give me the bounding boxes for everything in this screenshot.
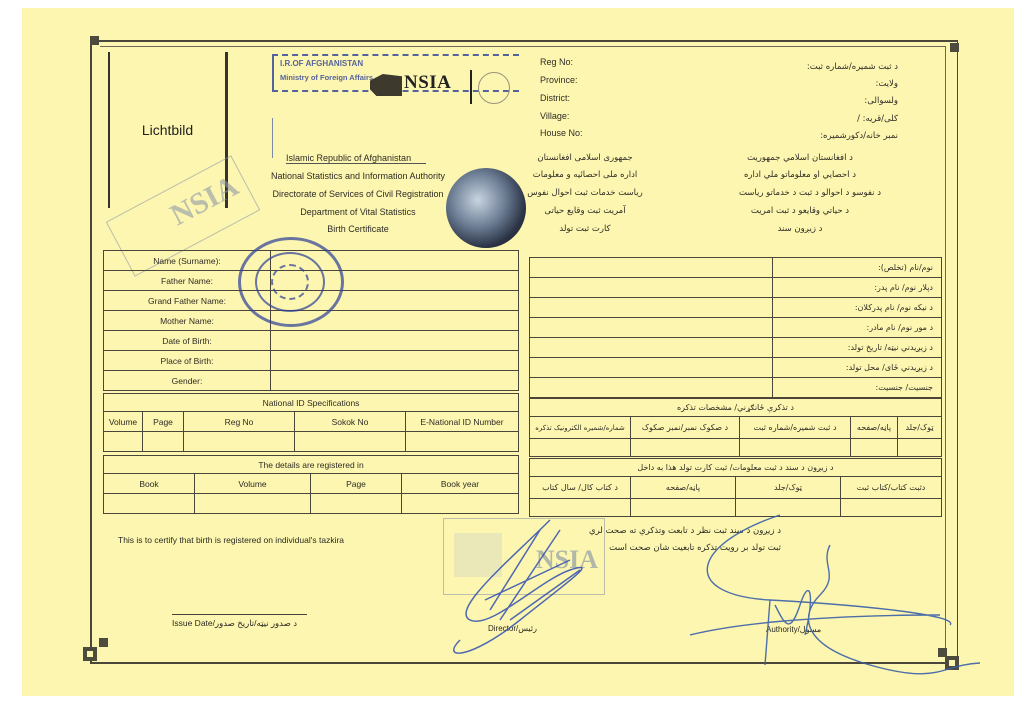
header-pashto-1: د افغانستان اسلامي جمهوریت: [747, 153, 853, 163]
province-label: Province:: [540, 75, 578, 85]
district-label-fa: ولسوالی:: [864, 96, 898, 106]
table-header-row: شماره/شمیره الکترونیک تذکره د صکوک نمبر/نمبر صکوک د ثبت شمیره/شماره ثبت پاڼه/صفحه ټوک/جلد: [530, 417, 942, 439]
header-en-5: Birth Certificate: [327, 224, 389, 234]
corner-ornament-tr: [950, 43, 959, 52]
district-label: District:: [540, 93, 570, 103]
issue-date-line: [172, 614, 307, 615]
table-row: Gender:: [104, 371, 519, 391]
nsia-director-stamp: NSIA: [443, 518, 605, 595]
dob-value: [271, 331, 519, 351]
registered-table-fa: [529, 458, 942, 517]
table-row: Place of Birth:: [104, 351, 519, 371]
logo-divider: [470, 70, 472, 104]
certify-text-fa-1: د زیږون د سند ثبت نظر د تابعت وتذکرې ته صحت لري: [588, 526, 781, 536]
header-en-1: Islamic Republic of Afghanistan: [286, 153, 426, 164]
ministry-stamp-line2: Ministry of Foreign Affairs: [280, 73, 374, 82]
header-en-2: National Statistics and Information Authority: [270, 171, 446, 181]
certify-text-fa-2: ثبت تولد بر رویت تذکره تابعیت شان صحت است: [609, 543, 781, 553]
table-row: [530, 499, 942, 517]
reg-no-label-fa: د ثبت شمیره/شماره ثبت:: [806, 62, 898, 72]
table-header-row: د کتاب کال/ سال کتاب پاڼه/صفحه ټوک/جلد دثبت کتاب/کتاب ثبت: [530, 477, 942, 499]
corner-ornament-tl: [90, 36, 99, 45]
table-row: دپلار نوم/ نام پدر:: [530, 278, 942, 298]
national-id-title: National ID Specifications: [104, 394, 519, 412]
table-row: Grand Father Name:: [104, 291, 519, 311]
province-label-fa: ولایت:: [875, 79, 898, 89]
table-row: د نیکه نوم/ نام پدرکلان:: [530, 298, 942, 318]
table-header-row: Volume Page Reg No Sokok No E-National ID Number: [104, 412, 519, 432]
afghanistan-map-icon: [370, 74, 402, 96]
table-row: [104, 494, 519, 514]
stamp-line: [272, 118, 273, 158]
table-row: [104, 432, 519, 452]
village-label: Village:: [540, 111, 570, 121]
national-id-table-fa: [529, 398, 942, 457]
table-row: د مور نوم/ نام مادر:: [530, 318, 942, 338]
header-pashto-4: د حیاتي وقایعو د ثبت امریت: [750, 206, 850, 216]
photo-label: Lichtbild: [141, 122, 194, 138]
registered-title: The details are registered in: [104, 456, 519, 474]
national-id-title-fa: د تذکرې ځانګړني/ مشخصات تذکره: [530, 399, 942, 417]
header-dari-2: اداره ملی احصائیه و معلومات: [532, 170, 638, 180]
house-no-label: House No:: [540, 128, 583, 138]
registered-table-en: [103, 455, 519, 514]
nsia-logo-text: NSIA: [404, 72, 452, 93]
authority-label: Authority/مسول: [766, 625, 822, 634]
personal-info-table-fa: [529, 257, 942, 398]
reg-no-label: Reg No:: [540, 57, 574, 67]
director-label: Director/رئیس: [488, 624, 537, 633]
header-dari-5: کارت ثبت تولد: [559, 224, 611, 234]
round-official-stamp: [238, 237, 344, 327]
header-en-3: Directorate of Services of Civil Registration: [272, 189, 444, 199]
header-dari-3: ریاست خدمات ثبت احوال نفوس: [527, 188, 643, 198]
nsia-gray-stamp: NSIA: [106, 155, 260, 276]
table-row: د زیږیدني نیټه/ تاریخ تولد:: [530, 338, 942, 358]
table-row: Date of Birth:: [104, 331, 519, 351]
pob-value: [271, 351, 519, 371]
nsia-logo: [370, 62, 492, 108]
gender-value: [271, 371, 519, 391]
header-dari-4: آمریت ثبت وقایع حیاتی: [544, 206, 626, 216]
corner-ornament-bl: [83, 647, 97, 661]
table-row: جنسیت/ جنسیت:: [530, 378, 942, 398]
corner-ornament-br: [945, 656, 959, 670]
table-header-row: Book Volume Page Book year: [104, 474, 519, 494]
header-dari-1: جمهوری اسلامی افغانستان: [537, 153, 633, 163]
registered-title-fa: د زیږون د سند د ثبت معلومات/ ثبت کارت تولد هذا به داخل: [530, 459, 942, 477]
table-row: نوم/نام (تخلص):: [530, 258, 942, 278]
header-en-4: Department of Vital Statistics: [300, 207, 416, 217]
table-row: [530, 439, 942, 457]
hologram-seal: [446, 168, 526, 248]
certify-text-en: This is to certify that birth is registered on individual's tazkira: [118, 535, 345, 545]
table-row: Mother Name:: [104, 311, 519, 331]
house-no-label-fa: نمبر خانه/دکورشمیره:: [820, 131, 898, 141]
national-id-table-en: [103, 393, 519, 452]
village-label-fa: کلی/قریه: /: [857, 114, 898, 124]
issue-date-label: Issue Date/د صدور نیټه/تاریخ صدور: [172, 618, 297, 628]
national-emblem-icon: [478, 72, 510, 104]
header-pashto-3: د نفوسو د احوالو د ثبت د خدماتو ریاست: [738, 188, 882, 198]
header-pashto-2: د احصایي او معلوماتو ملي اداره: [743, 170, 857, 180]
table-row: د زیږیدني ځای/ محل تولد:: [530, 358, 942, 378]
corner-ornament-bl-small: [99, 638, 108, 647]
table-row: Father Name:: [104, 271, 519, 291]
header-pashto-5: د زیږون سند: [777, 224, 823, 234]
table-row: Name (Surname):: [104, 251, 519, 271]
ministry-stamp-line1: I.R.OF AFGHANISTAN: [280, 59, 364, 68]
